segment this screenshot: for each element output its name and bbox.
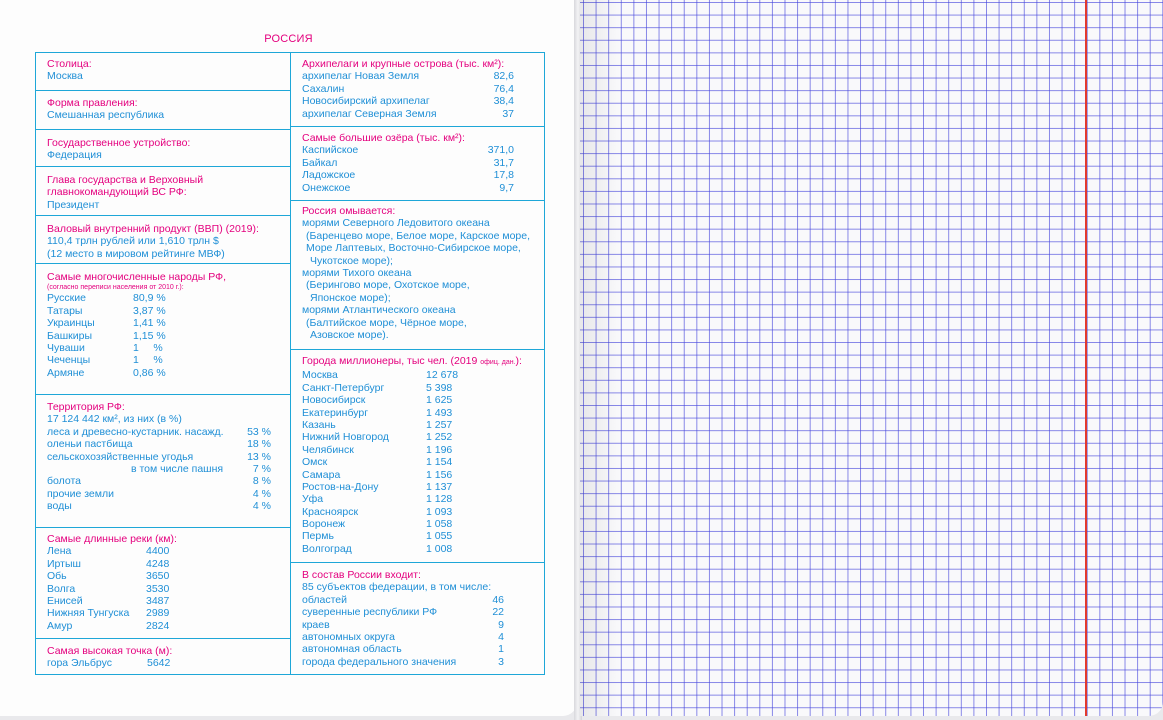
rivers-list <box>47 545 287 632</box>
row-label: Санкт-Петербург <box>302 381 385 394</box>
section-heading: Глава государства и Верховный <box>47 174 204 186</box>
row-label: Нижний Новгород <box>302 431 389 444</box>
row-value: 1 % <box>133 341 163 354</box>
table-row <box>302 369 542 381</box>
section-heading: Самая высокая точка (м): <box>47 645 173 657</box>
facts-table <box>35 52 545 675</box>
islands-section <box>302 58 542 120</box>
row-value: 4400 <box>146 545 170 558</box>
row-value: 37 <box>502 107 514 120</box>
divider <box>290 349 545 350</box>
table-row <box>47 607 287 619</box>
section-value: Президент <box>47 198 100 211</box>
divider <box>36 166 290 167</box>
table-row <box>302 83 542 95</box>
row-label: Омск <box>302 456 328 469</box>
head-of-state-section <box>47 174 287 211</box>
row-value: 82,6 <box>493 70 514 83</box>
row-label: Енисей <box>47 594 83 607</box>
table-row <box>302 382 542 394</box>
table-row <box>302 431 542 443</box>
table-row <box>302 95 542 107</box>
row-label: Нижняя Тунгуска <box>47 607 130 620</box>
seas-line: морями Атлантического океана <box>302 304 456 317</box>
divider <box>290 562 545 563</box>
table-row <box>302 469 542 481</box>
row-label: Иртыш <box>47 557 81 570</box>
peoples-section <box>47 271 287 379</box>
cities-heading-end: ): <box>515 355 522 367</box>
row-value: 31,7 <box>493 156 514 169</box>
divider <box>36 129 290 130</box>
seas-line: Море Лаптевых, Восточно-Сибирское море, <box>306 242 521 255</box>
row-label: в том числе пашня <box>131 462 224 475</box>
table-row <box>47 451 287 463</box>
capital-section <box>47 58 287 83</box>
row-label: Воронеж <box>302 518 346 531</box>
lakes-section <box>302 132 542 194</box>
row-label: областей <box>302 593 347 606</box>
section-value: (12 место в мировом рейтинге МВФ) <box>47 247 225 260</box>
row-label: Пермь <box>302 530 334 543</box>
table-row <box>302 493 542 505</box>
row-label: Казань <box>302 418 336 431</box>
row-label: архипелаг Северная Земля <box>302 107 437 120</box>
section-heading: Государственное устройство: <box>47 137 191 149</box>
row-value: 12 678 <box>426 369 459 382</box>
row-value: 4 % <box>252 487 271 500</box>
territory-section <box>47 401 287 513</box>
row-value: 38,4 <box>493 95 514 108</box>
divider <box>290 126 545 127</box>
territory-list <box>47 426 287 513</box>
row-label: Русские <box>47 292 86 305</box>
cities-section <box>302 355 542 555</box>
islands-list <box>302 70 542 120</box>
table-row <box>47 570 287 582</box>
row-value: 7 % <box>252 462 271 475</box>
divider <box>36 394 290 395</box>
section-heading: Территория РФ: <box>47 401 125 413</box>
row-value: 3650 <box>146 570 170 583</box>
row-label: Обь <box>47 570 67 583</box>
table-row <box>47 292 287 304</box>
row-label: Красноярск <box>302 505 359 518</box>
table-row <box>47 583 287 595</box>
peak-value: 5642 <box>147 657 171 670</box>
row-value: 1 196 <box>426 443 453 456</box>
divider <box>36 215 290 216</box>
grid-page <box>580 0 1163 716</box>
cities-list <box>302 369 542 555</box>
section-value: 110,4 трлн рублей или 1,610 трлн $ <box>47 235 219 248</box>
row-label: Челябинск <box>302 443 354 456</box>
table-row <box>47 426 287 438</box>
table-row <box>47 475 287 487</box>
seas-line: Японское море); <box>310 291 391 304</box>
seas-line: (Баренцево море, Белое море, Карское море, <box>306 229 531 242</box>
seas-line: Чукотское море); <box>310 254 393 267</box>
table-row <box>47 438 287 450</box>
section-heading: главнокомандующий ВС РФ: <box>47 186 187 199</box>
composition-section <box>302 569 542 668</box>
row-value: 1 156 <box>426 468 453 481</box>
table-row <box>47 500 287 512</box>
row-value: 4 <box>498 630 504 643</box>
table-row <box>47 545 287 557</box>
section-note: (согласно переписи населения от 2010 г.): <box>47 284 184 292</box>
seas-section <box>302 205 542 341</box>
government-section <box>47 97 287 122</box>
gdp-section <box>47 223 287 260</box>
seas-line: (Берингово море, Охотское море, <box>306 279 470 292</box>
margin-line <box>1085 0 1087 716</box>
seas-line: (Балтийское море, Чёрное море, <box>306 316 467 329</box>
cities-heading-note: офиц. дан. <box>480 359 516 366</box>
table-row <box>302 594 542 606</box>
row-label: Москва <box>302 369 338 382</box>
row-label: Самара <box>302 468 341 481</box>
section-heading: Самые большие озёра (тыс. км²): <box>302 132 465 144</box>
structure-section <box>47 137 287 162</box>
row-label: архипелаг Новая Земля <box>302 70 420 83</box>
row-label: Новосибирск <box>302 394 366 407</box>
row-value: 9,7 <box>499 181 514 194</box>
row-label: Каспийское <box>302 144 359 157</box>
row-value: 3487 <box>146 594 170 607</box>
row-value: 17,8 <box>493 169 514 182</box>
peak-section <box>47 645 287 670</box>
row-label: Сахалин <box>302 82 345 95</box>
row-label: Армяне <box>47 366 85 379</box>
page-title: РОССИЯ <box>264 33 313 45</box>
table-row <box>47 342 287 354</box>
section-value: Москва <box>47 70 83 83</box>
seas-line: морями Северного Ледовитого океана <box>302 217 490 230</box>
row-value: 1,41 % <box>133 317 166 330</box>
row-label: Татары <box>47 304 83 317</box>
column-divider <box>290 53 291 674</box>
table-row <box>302 606 542 618</box>
row-value: 76,4 <box>493 82 514 95</box>
table-row <box>47 558 287 570</box>
table-row <box>47 305 287 317</box>
divider <box>36 90 290 91</box>
row-label: суверенные республики РФ <box>302 606 438 619</box>
section-heading: Валовый внутренний продукт (ВВП) (2019): <box>47 223 259 235</box>
divider <box>290 200 545 201</box>
table-row <box>302 643 542 655</box>
section-value: Смешанная республика <box>47 109 165 122</box>
row-value: 9 <box>498 618 504 631</box>
section-value: Федерация <box>47 149 102 162</box>
row-value: 2989 <box>146 607 170 620</box>
section-heading: Россия омывается: <box>302 205 396 217</box>
row-value: 1,15 % <box>133 329 166 342</box>
divider <box>36 263 290 264</box>
row-label: Лена <box>47 545 72 558</box>
row-label: Екатеринбург <box>302 406 369 419</box>
table-row <box>302 70 542 82</box>
row-label: сельскохозяйственные угодья <box>47 450 194 463</box>
row-label: Украинцы <box>47 317 95 330</box>
row-value: 13 % <box>247 450 271 463</box>
row-label: Чеченцы <box>47 354 91 367</box>
table-row <box>302 394 542 406</box>
section-heading: Столица: <box>47 58 92 70</box>
row-value: 1 154 <box>426 456 453 469</box>
table-row <box>47 488 287 500</box>
row-value: 1 055 <box>426 530 453 543</box>
row-label: краев <box>302 618 330 631</box>
section-heading: Архипелаги и крупные острова (тыс. км²): <box>302 58 505 70</box>
row-label: Ростов-на-Дону <box>302 480 379 493</box>
table-row <box>47 620 287 632</box>
table-row <box>302 656 542 668</box>
lakes-list <box>302 144 542 194</box>
table-row <box>302 157 542 169</box>
section-heading: В состав России входит: <box>302 569 421 581</box>
divider <box>36 638 290 639</box>
row-value: 1 128 <box>426 493 453 506</box>
table-row <box>302 182 542 194</box>
row-value: 1 008 <box>426 542 453 555</box>
table-row <box>47 330 287 342</box>
table-row <box>47 367 287 379</box>
table-row <box>302 144 542 156</box>
table-row <box>302 619 542 631</box>
table-row <box>302 407 542 419</box>
table-row <box>302 444 542 456</box>
row-label: прочие земли <box>47 487 114 500</box>
row-label: автономная область <box>302 643 402 656</box>
row-label: леса и древесно-кустарник. насажд. <box>47 425 224 438</box>
table-row <box>302 506 542 518</box>
row-value: 46 <box>492 593 504 606</box>
table-row <box>302 456 542 468</box>
row-value: 1 058 <box>426 518 453 531</box>
composition-list <box>302 594 542 668</box>
row-label: Волгоград <box>302 542 352 555</box>
table-row <box>302 530 542 542</box>
row-label: Амур <box>47 619 73 632</box>
row-value: 8 % <box>252 475 271 488</box>
row-label: оленьи пастбища <box>47 438 133 451</box>
rivers-section <box>47 533 287 632</box>
seas-list <box>302 217 542 341</box>
row-value: 2824 <box>146 619 170 632</box>
row-label: Онежское <box>302 181 351 194</box>
row-value: 4 % <box>252 500 271 513</box>
section-heading: Самые многочисленные народы РФ, <box>47 271 227 283</box>
table-row <box>47 354 287 366</box>
seas-line: Азовское море). <box>310 329 389 342</box>
row-value: 3 <box>498 655 504 668</box>
row-value: 3530 <box>146 582 170 595</box>
table-row <box>47 317 287 329</box>
section-heading <box>302 355 542 369</box>
row-label: Волга <box>47 582 76 595</box>
row-value: 1 % <box>133 354 163 367</box>
row-label: Чуваши <box>47 341 85 354</box>
table-row <box>302 169 542 181</box>
row-value: 0,86 % <box>133 366 166 379</box>
row-value: 3,87 % <box>133 304 166 317</box>
row-value: 22 <box>492 606 504 619</box>
seas-line: морями Тихого океана <box>302 267 412 280</box>
table-row <box>302 481 542 493</box>
row-label: Новосибирский архипелаг <box>302 95 430 108</box>
row-value: 5 398 <box>426 381 453 394</box>
peoples-list <box>47 292 287 379</box>
row-value: 4248 <box>146 557 170 570</box>
divider <box>36 527 290 528</box>
row-label: болота <box>47 475 82 488</box>
row-value: 1 493 <box>426 406 453 419</box>
peak-name: гора Эльбрус <box>47 657 112 670</box>
table-row <box>47 463 287 475</box>
table-row <box>302 518 542 530</box>
row-value: 53 % <box>247 425 271 438</box>
row-value: 371,0 <box>487 144 514 157</box>
table-row <box>302 631 542 643</box>
peak-row <box>47 657 287 669</box>
table-row <box>302 108 542 120</box>
row-value: 80,9 % <box>133 292 166 305</box>
row-value: 1 625 <box>426 394 453 407</box>
composition-sub: 85 субъектов федерации, в том числе: <box>302 581 492 594</box>
row-label: воды <box>47 500 72 513</box>
table-row <box>302 543 542 555</box>
territory-total: 17 124 442 км², из них (в %) <box>47 413 182 426</box>
table-row <box>302 419 542 431</box>
row-label: автономных округа <box>302 630 395 643</box>
row-value: 1 137 <box>426 480 453 493</box>
cities-heading: Города миллионеры, тыс чел. (2019 <box>302 355 481 367</box>
row-value: 1 093 <box>426 505 453 518</box>
row-label: Ладожское <box>302 169 356 182</box>
row-label: Байкал <box>302 156 338 169</box>
section-heading: Форма правления: <box>47 97 138 109</box>
row-label: города федерального значения <box>302 655 457 668</box>
row-label: Башкиры <box>47 329 92 342</box>
row-value: 1 <box>498 643 504 656</box>
table-row <box>47 595 287 607</box>
section-heading: Самые длинные реки (км): <box>47 533 177 545</box>
left-page <box>0 0 577 716</box>
row-value: 1 252 <box>426 431 453 444</box>
row-value: 18 % <box>247 438 271 451</box>
row-label: Уфа <box>302 493 324 506</box>
row-value: 1 257 <box>426 418 453 431</box>
